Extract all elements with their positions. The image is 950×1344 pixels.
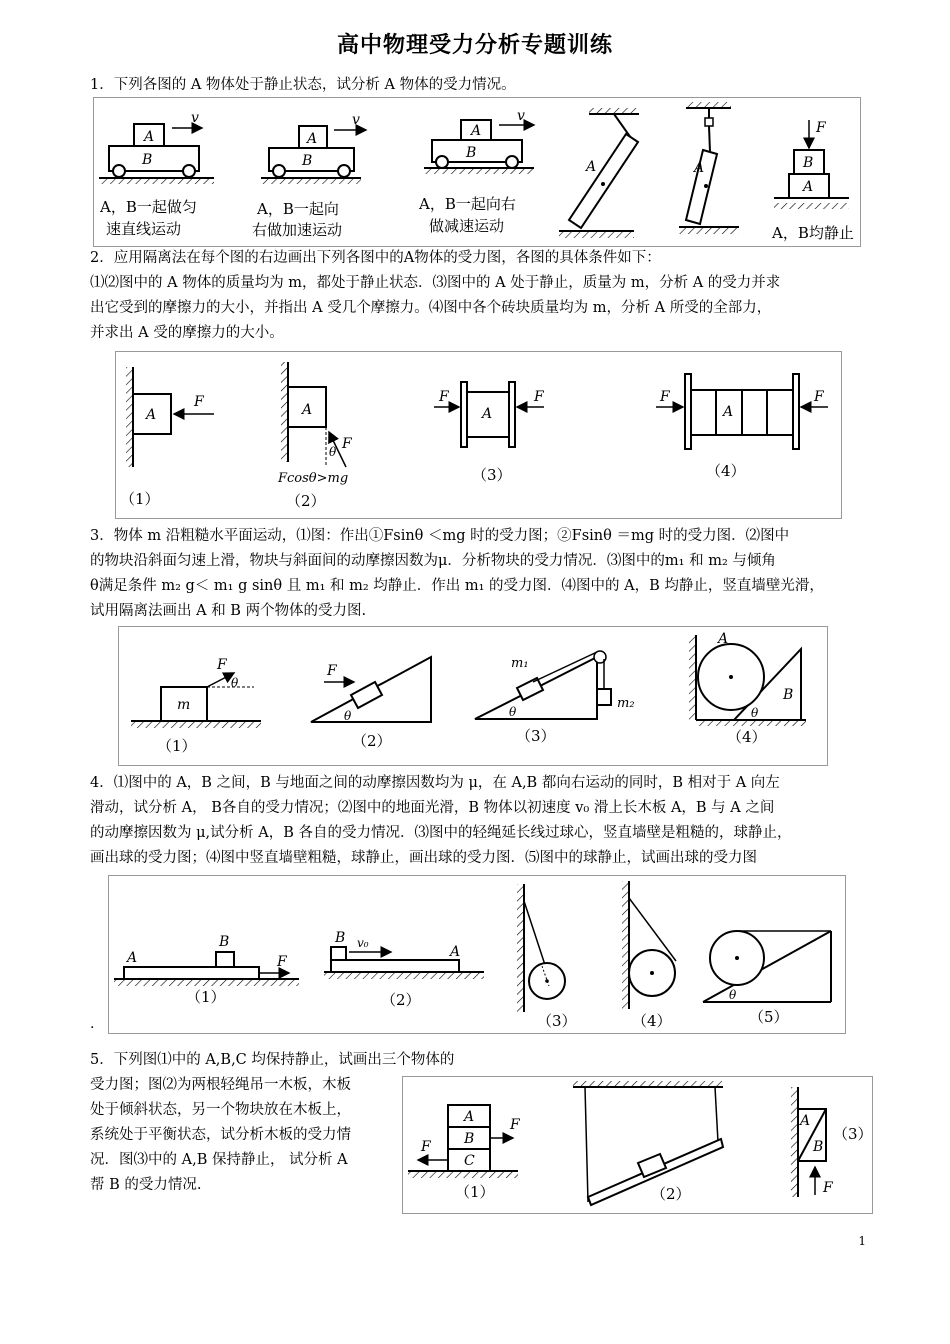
svg-text:B: B (142, 152, 153, 168)
svg-text:B: B (302, 153, 313, 169)
svg-text:F: F (439, 389, 449, 405)
q4-diagrams (109, 876, 845, 1033)
incline-block (311, 657, 431, 723)
q4-line3: 的动摩擦因数为 μ,试分析 A，B 各自的受力情况．⑶图中的轻绳延长线过球心，竖直墙壁是粗糙的，球静止， (90, 825, 792, 841)
svg-text:θ: θ (344, 709, 352, 723)
cart-2 (261, 112, 366, 184)
svg-text:C: C (464, 1153, 475, 1169)
svg-text:F: F (816, 120, 826, 136)
svg-text:A: A (450, 944, 461, 960)
q3-num-2: （2） (352, 732, 392, 750)
caption-2b: 右做加速运动 (252, 221, 343, 239)
wall-block-1 (126, 367, 214, 467)
q5-line1: 5．下列图⑴中的 A,B,C 均保持静止，试画出三个物体的 (90, 1052, 455, 1068)
svg-text:B: B (813, 1139, 824, 1155)
svg-text:A: A (144, 129, 155, 145)
caption-3b: 做减速运动 (429, 217, 505, 235)
svg-text:m: m (177, 697, 191, 713)
svg-text:A: A (302, 402, 313, 418)
q3-num-3: （3） (516, 727, 556, 745)
svg-text:F: F (510, 1117, 520, 1133)
svg-text:A: A (482, 406, 493, 422)
caption-1b: 速直线运动 (106, 220, 182, 238)
q4-num-5: （5） (749, 1008, 789, 1026)
q5-line5: 况．图⑶中的 A,B 保持静止， 试分析 A (90, 1152, 348, 1168)
ball-rope-wall-4 (622, 881, 676, 1009)
svg-text:F: F (814, 389, 824, 405)
q4-line1: 4．⑴图中的 A，B 之间，B 与地面之间的动摩擦因数均为 μ，在 A,B 都向右运动的同时，B 相对于 A 向左 (90, 775, 780, 791)
q2-line4: 并求出 A 受的摩擦力的大小。 (90, 325, 284, 341)
q2-condition: Fcosθ>mg (278, 471, 349, 486)
q2-line1: 2．应用隔离法在每个图的右边画出下列各图中的A物体的受力图，各图的具体条件如下： (90, 250, 661, 266)
q2-num-3: （3） (472, 466, 512, 484)
svg-text:v: v (517, 108, 525, 124)
brick-row (656, 374, 828, 449)
svg-text:θ: θ (329, 445, 337, 459)
q3-line2: 的物块沿斜面匀速上滑，物块与斜面间的动摩擦因数为μ．分析物块的受力情况．⑶图中的m₁ 和 m₂ 与倾角 (90, 553, 776, 569)
hanging-board (573, 1081, 723, 1205)
q3-line4: 试用隔离法画出 A 和 B 两个物体的受力图. (90, 603, 367, 619)
block-on-floor (131, 657, 261, 728)
caption-2a: A，B一起向 (257, 200, 339, 218)
svg-text:v: v (191, 110, 199, 126)
wall-ball-wedge (689, 631, 806, 726)
q2-figure (115, 351, 842, 519)
caption-1a: A，B一起做匀 (100, 198, 197, 216)
svg-text:A: A (723, 404, 734, 420)
q5-line3: 处于倾斜状态，另一个物块放在木板上， (90, 1102, 351, 1118)
q4-num-3: （3） (537, 1012, 577, 1030)
three-block-stack (408, 1105, 521, 1178)
svg-text:θ: θ (231, 676, 239, 690)
cart-3 (424, 108, 534, 174)
caption-6: A，B均静止 (772, 224, 854, 242)
ball-rope-wall-3 (517, 884, 565, 1012)
q1-text: 1．下列各图的 A 物体处于静止状态，试分析 A 物体的受力情况。 (90, 77, 516, 93)
board-on-floor (114, 934, 299, 986)
q5-line2: 受力图；图⑵为两根轻绳吊一木板，木板 (90, 1077, 351, 1093)
stacked-blocks (774, 120, 849, 209)
q1-figure (93, 97, 861, 247)
q3-num-1: （1） (157, 737, 197, 755)
svg-text:θ: θ (509, 705, 517, 719)
q3-diagrams (119, 627, 827, 765)
rod-ceiling-1 (559, 108, 639, 238)
svg-text:F: F (277, 954, 287, 970)
svg-text:A: A (464, 1109, 475, 1125)
q5-line4: 系统处于平衡状态，试分析木板的受力情 (90, 1127, 351, 1143)
svg-text:v₀: v₀ (357, 936, 369, 950)
svg-text:B: B (803, 155, 814, 171)
svg-text:θ: θ (751, 706, 759, 720)
q2-line2: ⑴⑵图中的 A 物体的质量均为 m，都处于静止状态．⑶图中的 A 处于静止，质量为 m，分析 A 的受力并求 (90, 275, 781, 291)
q4-line4: 画出球的受力图；⑷图中竖直墙壁粗糙，球静止，画出球的受力图．⑸图中的球静止，试画出球的受力图 (90, 850, 757, 866)
page-number: 1 (858, 1234, 866, 1248)
q4-trailing-dot: . (90, 1016, 95, 1032)
q4-figure (108, 875, 846, 1034)
svg-text:A: A (471, 123, 482, 139)
svg-text:A: A (307, 131, 318, 147)
incline-pulley (475, 651, 635, 719)
svg-text:F: F (534, 389, 544, 405)
q2-num-1: （1） (120, 490, 160, 508)
q2-line3: 出它受到的摩擦力的大小，并指出 A 受几个摩擦力。⑷图中各个砖块质量均为 m，分析 A 所受的全部力， (90, 300, 772, 316)
cart-1 (99, 110, 214, 184)
svg-text:F: F (327, 663, 337, 679)
svg-text:F: F (421, 1139, 431, 1155)
q3-line3: θ满足条件 m₂ g＜ m₁ g sinθ 且 m₁ 和 m₂ 均静止．作出 m₁ 的受力图．⑷图中的 A，B 均静止，竖直墙壁光滑， (90, 578, 824, 594)
clamped-block (434, 382, 545, 447)
svg-text:A: A (586, 159, 597, 175)
wall-wedges (791, 1087, 834, 1197)
svg-text:A: A (803, 179, 814, 195)
q2-num-4: （4） (706, 462, 746, 480)
svg-text:m₁: m₁ (511, 656, 529, 671)
svg-text:A: A (127, 950, 138, 966)
board-smooth (324, 930, 484, 979)
svg-text:A: A (146, 407, 157, 423)
svg-text:m₂: m₂ (617, 696, 635, 711)
svg-text:B: B (335, 930, 346, 946)
svg-text:F: F (194, 394, 204, 410)
svg-text:A: A (718, 631, 729, 647)
svg-text:v: v (352, 112, 360, 128)
q5-figure (402, 1076, 873, 1214)
page-title: 高中物理受力分析专题训练 (336, 32, 613, 58)
svg-text:F: F (823, 1180, 833, 1196)
svg-text:F: F (217, 657, 227, 673)
svg-text:B: B (464, 1131, 475, 1147)
svg-text:F: F (342, 436, 352, 452)
q4-line2: 滑动，试分析 A， B各自的受力情况；⑵图中的地面光滑，B 物体以初速度 v₀ 滑上长木板 A，B 与 A 之间 (90, 800, 775, 816)
wall-block-2 (281, 362, 353, 467)
q4-num-2: （2） (381, 991, 421, 1009)
q3-num-4: （4） (727, 728, 767, 746)
svg-text:A: A (694, 160, 705, 176)
rod-ceiling-2 (679, 102, 739, 234)
svg-text:F: F (660, 389, 670, 405)
q3-figure (118, 626, 828, 766)
q3-line1: 3．物体 m 沿粗糙水平面运动，⑴图：作出①Fsinθ ＜mg 时的受力图；②Fsinθ ＝mg 时的受力图．⑵图中 (90, 528, 790, 544)
q2-num-2: （2） (286, 492, 326, 510)
svg-text:B: B (466, 145, 477, 161)
q5-num-1: （1） (455, 1183, 495, 1201)
q4-num-1: （1） (186, 988, 226, 1006)
svg-text:B: B (783, 687, 794, 703)
q5-num-2: （2） (651, 1185, 691, 1203)
q5-line6: 帮 B 的受力情况. (90, 1177, 202, 1193)
svg-text:θ: θ (729, 988, 737, 1002)
svg-text:A: A (800, 1113, 811, 1129)
caption-3a: A，B一起向右 (419, 195, 516, 213)
q2-diagrams (116, 352, 841, 518)
q4-num-4: （4） (632, 1012, 672, 1030)
q5-num-3: （3） (833, 1125, 873, 1143)
svg-text:B: B (219, 934, 230, 950)
ball-rope-incline (703, 931, 831, 1002)
